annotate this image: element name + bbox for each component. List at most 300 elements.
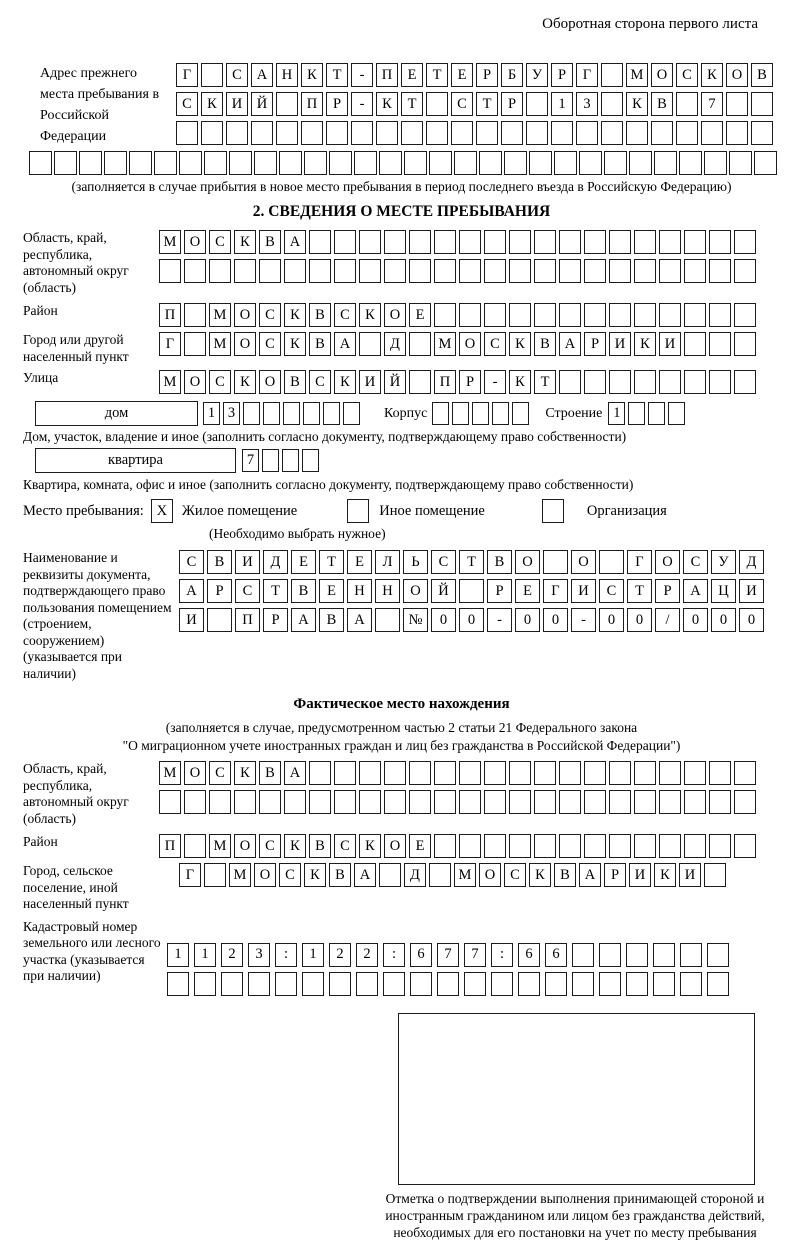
char-cell [509, 834, 531, 858]
char-cell [751, 121, 773, 145]
char-cell [207, 608, 232, 632]
char-cell: А [179, 579, 204, 603]
stroenie-cells [608, 402, 685, 425]
char-cell: Н [375, 579, 400, 603]
char-cell [204, 151, 227, 175]
char-cell: Р [584, 332, 606, 356]
char-cell [734, 370, 756, 394]
char-cell: В [284, 370, 306, 394]
char-cell [354, 151, 377, 175]
char-cell: М [159, 230, 181, 254]
document-row-3 [179, 608, 780, 632]
char-cell: В [259, 761, 281, 785]
char-cell: Л [375, 550, 400, 574]
char-cell: И [359, 370, 381, 394]
char-cell: И [659, 332, 681, 356]
char-cell: А [347, 608, 372, 632]
char-cell [729, 151, 752, 175]
char-cell: М [159, 370, 181, 394]
char-cell [648, 402, 665, 425]
oblast-label: Область, край, республика, автономный округ (область) [23, 230, 129, 295]
char-cell [309, 790, 331, 814]
char-cell: К [376, 92, 398, 116]
prev-address-row-1 [176, 63, 780, 87]
char-cell [653, 943, 675, 967]
char-cell: Ц [711, 579, 736, 603]
char-cell: П [434, 370, 456, 394]
stay-type-label: Место пребывания: [23, 502, 144, 519]
char-cell [309, 259, 331, 283]
char-cell [409, 332, 431, 356]
apartment-caption: Квартира, комната, офис и иное (заполнить согласно документу, подтверждающему право собственности) [23, 477, 634, 492]
char-cell: К [234, 370, 256, 394]
char-cell [259, 259, 281, 283]
char-cell: С [451, 92, 473, 116]
char-cell [534, 761, 556, 785]
stroenie-label: Строение [545, 405, 603, 421]
char-cell: А [284, 761, 306, 785]
char-cell [599, 943, 621, 967]
char-cell: 2 [329, 943, 351, 967]
actual-location-title: Фактическое место нахождения [293, 696, 510, 712]
char-cell: Е [515, 579, 540, 603]
char-cell: К [654, 863, 676, 887]
char-cell [501, 121, 523, 145]
prev-address-caption: (заполняется в случае прибытия в новое место пребывания в период последнего въезда в Российскую Федерацию) [71, 179, 732, 194]
char-cell [176, 121, 198, 145]
char-cell [454, 151, 477, 175]
char-cell: Р [655, 579, 680, 603]
gorod-label: Город или другой населенный пункт [23, 332, 129, 364]
char-cell [676, 121, 698, 145]
char-cell: В [207, 550, 232, 574]
char-cell [707, 943, 729, 967]
char-cell [676, 92, 698, 116]
char-cell [534, 230, 556, 254]
char-cell: С [259, 303, 281, 327]
char-cell: 7 [701, 92, 723, 116]
char-cell: И [679, 863, 701, 887]
char-cell: 7 [464, 943, 486, 967]
char-cell [754, 151, 777, 175]
char-cell [343, 402, 360, 425]
prev-address-row-4 [29, 151, 780, 175]
char-cell: М [209, 303, 231, 327]
char-cell [209, 790, 231, 814]
char-cell: Т [627, 579, 652, 603]
char-cell [659, 834, 681, 858]
char-cell: Т [401, 92, 423, 116]
char-cell [534, 303, 556, 327]
char-cell: 1 [167, 943, 189, 967]
char-cell: 6 [410, 943, 432, 967]
stay-option-zhiloe-label: Жилое помещение [181, 502, 298, 519]
char-cell [601, 92, 623, 116]
char-cell [659, 259, 681, 283]
char-cell: В [534, 332, 556, 356]
char-cell [334, 790, 356, 814]
char-cell [701, 121, 723, 145]
char-cell [484, 790, 506, 814]
apartment-box-label: квартира [35, 448, 236, 473]
char-cell: В [319, 608, 344, 632]
char-cell [634, 303, 656, 327]
prev-address-label: Адрес прежнего места пребывания в Российской Федерации [40, 66, 160, 144]
char-cell: 1 [203, 402, 220, 425]
char-cell [734, 303, 756, 327]
cadaster-row-2 [167, 972, 780, 996]
char-cell [554, 151, 577, 175]
char-cell [384, 230, 406, 254]
house-caption: Дом, участок, владение и иное (заполнить согласно документу, подтверждающему право собственности) [23, 429, 627, 444]
char-cell [659, 761, 681, 785]
char-cell: К [359, 834, 381, 858]
char-cell [545, 972, 567, 996]
char-cell: Е [451, 63, 473, 87]
char-cell [184, 834, 206, 858]
char-cell [634, 230, 656, 254]
char-cell: 0 [683, 608, 708, 632]
char-cell: Р [459, 370, 481, 394]
stay-type-row [23, 499, 780, 523]
char-cell: О [184, 761, 206, 785]
char-cell: 0 [739, 608, 764, 632]
char-cell: С [279, 863, 301, 887]
char-cell: Р [326, 92, 348, 116]
char-cell [626, 121, 648, 145]
char-cell [282, 449, 299, 472]
char-cell: О [184, 230, 206, 254]
char-cell [704, 151, 727, 175]
oblast-row-1 [159, 230, 780, 254]
char-cell [599, 550, 624, 574]
char-cell [709, 790, 731, 814]
char-cell: № [403, 608, 428, 632]
stay-option-zhiloe-checkbox: X [151, 499, 173, 523]
char-cell [609, 230, 631, 254]
char-cell [259, 790, 281, 814]
char-cell: В [329, 863, 351, 887]
char-cell: В [554, 863, 576, 887]
char-cell [704, 863, 726, 887]
document-label: Наименование и реквизиты документа, подтверждающего право пользования помещением (строением, сооружением) (указывается при наличии) [23, 550, 172, 681]
char-cell: К [334, 370, 356, 394]
char-cell [409, 230, 431, 254]
char-cell [559, 761, 581, 785]
char-cell: Д [384, 332, 406, 356]
char-cell [167, 972, 189, 996]
char-cell: И [629, 863, 651, 887]
char-cell: О [403, 579, 428, 603]
char-cell: О [234, 332, 256, 356]
char-cell: О [234, 834, 256, 858]
char-cell: В [751, 63, 773, 87]
char-cell [659, 790, 681, 814]
char-cell: Н [347, 579, 372, 603]
char-cell: К [234, 761, 256, 785]
char-cell: К [509, 370, 531, 394]
char-cell: 1 [551, 92, 573, 116]
char-cell [229, 151, 252, 175]
char-cell: С [676, 63, 698, 87]
document-row-1 [179, 550, 780, 574]
char-cell: В [309, 834, 331, 858]
char-cell [375, 608, 400, 632]
char-cell: Г [176, 63, 198, 87]
char-cell: И [739, 579, 764, 603]
char-cell [429, 151, 452, 175]
char-cell [426, 92, 448, 116]
char-cell: К [201, 92, 223, 116]
char-cell: К [301, 63, 323, 87]
char-cell [653, 972, 675, 996]
char-cell: К [284, 834, 306, 858]
char-cell [684, 303, 706, 327]
char-cell [276, 92, 298, 116]
char-cell: Д [263, 550, 288, 574]
char-cell [301, 121, 323, 145]
char-cell: 0 [431, 608, 456, 632]
char-cell: Н [276, 63, 298, 87]
char-cell: К [626, 92, 648, 116]
char-cell: Е [409, 303, 431, 327]
char-cell [452, 402, 469, 425]
char-cell: 2 [356, 943, 378, 967]
char-cell: - [351, 63, 373, 87]
char-cell [659, 303, 681, 327]
char-cell [509, 230, 531, 254]
char-cell: К [359, 303, 381, 327]
char-cell: 6 [545, 943, 567, 967]
char-cell: Г [159, 332, 181, 356]
char-cell [226, 121, 248, 145]
char-cell [262, 449, 279, 472]
char-cell [437, 972, 459, 996]
char-cell [534, 834, 556, 858]
char-cell [684, 761, 706, 785]
char-cell [379, 151, 402, 175]
char-cell [279, 151, 302, 175]
char-cell: Д [404, 863, 426, 887]
char-cell [559, 303, 581, 327]
char-cell: С [309, 370, 331, 394]
char-cell [184, 303, 206, 327]
char-cell: Т [319, 550, 344, 574]
char-cell [384, 790, 406, 814]
char-cell: Й [384, 370, 406, 394]
char-cell: Й [431, 579, 456, 603]
char-cell [734, 834, 756, 858]
char-cell: О [384, 834, 406, 858]
char-cell [601, 63, 623, 87]
char-cell: С [334, 834, 356, 858]
char-cell: 6 [518, 943, 540, 967]
char-cell: Ь [403, 550, 428, 574]
char-cell [684, 230, 706, 254]
char-cell [303, 402, 320, 425]
char-cell: К [304, 863, 326, 887]
char-cell [356, 972, 378, 996]
char-cell [709, 834, 731, 858]
char-cell [584, 761, 606, 785]
char-cell [304, 151, 327, 175]
char-cell [384, 259, 406, 283]
char-cell [634, 834, 656, 858]
char-cell [709, 332, 731, 356]
document-row-2 [179, 579, 780, 603]
char-cell [551, 121, 573, 145]
char-cell: С [683, 550, 708, 574]
char-cell [104, 151, 127, 175]
char-cell: С [599, 579, 624, 603]
raion-field [23, 303, 780, 327]
ulitsa-field [23, 370, 780, 394]
char-cell: К [529, 863, 551, 887]
char-cell: У [526, 63, 548, 87]
char-cell [707, 972, 729, 996]
char-cell [323, 402, 340, 425]
actual-raion-label: Район [23, 834, 58, 849]
char-cell: 1 [194, 943, 216, 967]
char-cell: Р [501, 92, 523, 116]
char-cell [529, 151, 552, 175]
char-cell [609, 790, 631, 814]
char-cell [509, 259, 531, 283]
char-cell [434, 230, 456, 254]
char-cell [376, 121, 398, 145]
char-cell: Т [534, 370, 556, 394]
prev-address-row-2 [176, 92, 780, 116]
char-cell [459, 259, 481, 283]
char-cell: Т [426, 63, 448, 87]
char-cell [464, 972, 486, 996]
gorod-row [159, 332, 780, 356]
char-cell: Р [263, 608, 288, 632]
char-cell: Б [501, 63, 523, 87]
char-cell: В [487, 550, 512, 574]
char-cell [584, 259, 606, 283]
char-cell: Р [604, 863, 626, 887]
stamp-caption: Отметка о подтверждении выполнения принимающей стороной и иностранным гражданином или лицом без гражданства действий, необходимых для его постановки на учет по месту пребывания [385, 1190, 765, 1240]
char-cell [651, 121, 673, 145]
char-cell: 0 [711, 608, 736, 632]
char-cell [709, 230, 731, 254]
char-cell: А [251, 63, 273, 87]
cadaster-row-1 [167, 943, 780, 967]
char-cell [734, 230, 756, 254]
char-cell [426, 121, 448, 145]
char-cell: И [179, 608, 204, 632]
char-cell: С [334, 303, 356, 327]
char-cell [609, 761, 631, 785]
char-cell: Д [739, 550, 764, 574]
char-cell: : [491, 943, 513, 967]
char-cell [491, 972, 513, 996]
char-cell: 7 [242, 449, 259, 472]
char-cell: О [459, 332, 481, 356]
char-cell [409, 259, 431, 283]
char-cell [334, 230, 356, 254]
char-cell [263, 402, 280, 425]
page-side-note: Оборотная сторона первого листа [542, 16, 758, 32]
char-cell [476, 121, 498, 145]
char-cell: В [259, 230, 281, 254]
char-cell [684, 370, 706, 394]
char-cell [509, 761, 531, 785]
char-cell: С [431, 550, 456, 574]
char-cell: П [301, 92, 323, 116]
char-cell [451, 121, 473, 145]
oblast-row-2 [159, 259, 780, 283]
char-cell [484, 303, 506, 327]
char-cell [234, 790, 256, 814]
char-cell: И [235, 550, 260, 574]
char-cell: Р [207, 579, 232, 603]
char-cell: А [284, 230, 306, 254]
char-cell: Е [401, 63, 423, 87]
char-cell: 0 [543, 608, 568, 632]
char-cell: К [701, 63, 723, 87]
korpus-cells [432, 402, 529, 425]
char-cell: М [159, 761, 181, 785]
char-cell [459, 761, 481, 785]
prev-address-row-3 [176, 121, 780, 145]
char-cell [726, 121, 748, 145]
char-cell: Р [551, 63, 573, 87]
char-cell [659, 230, 681, 254]
char-cell [79, 151, 102, 175]
char-cell [434, 834, 456, 858]
char-cell [634, 761, 656, 785]
char-cell [534, 790, 556, 814]
char-cell [309, 230, 331, 254]
char-cell: - [484, 370, 506, 394]
char-cell [584, 834, 606, 858]
actual-location-note-2: "О миграционном учете иностранных граждан и лиц без гражданства в Российской Федерации") [122, 738, 681, 753]
char-cell [668, 402, 685, 425]
char-cell: С [226, 63, 248, 87]
char-cell: В [291, 579, 316, 603]
char-cell [275, 972, 297, 996]
char-cell [432, 402, 449, 425]
char-cell: Т [476, 92, 498, 116]
char-cell [734, 259, 756, 283]
char-cell [251, 121, 273, 145]
char-cell [634, 790, 656, 814]
char-cell [479, 151, 502, 175]
char-cell: С [235, 579, 260, 603]
actual-gorod-field [23, 863, 780, 913]
char-cell [526, 121, 548, 145]
char-cell [559, 370, 581, 394]
char-cell [472, 402, 489, 425]
ulitsa-row [159, 370, 780, 394]
char-cell: М [209, 332, 231, 356]
char-cell [383, 972, 405, 996]
char-cell [543, 550, 568, 574]
house-box-label: дом [35, 401, 198, 426]
house-cells [203, 402, 360, 425]
char-cell [599, 972, 621, 996]
char-cell [609, 834, 631, 858]
char-cell: Г [627, 550, 652, 574]
char-cell [129, 151, 152, 175]
char-cell: О [184, 370, 206, 394]
char-cell [359, 761, 381, 785]
char-cell [684, 259, 706, 283]
char-cell [484, 259, 506, 283]
char-cell: С [179, 550, 204, 574]
